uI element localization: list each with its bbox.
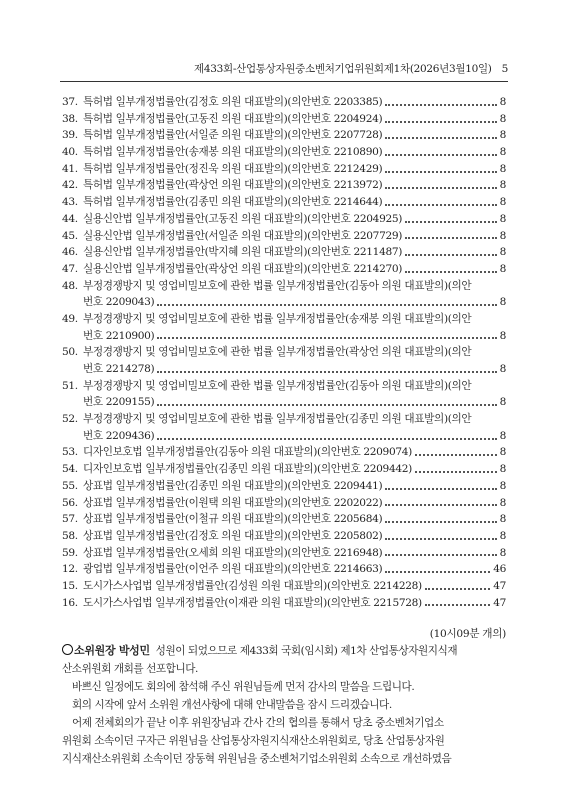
table-of-contents [62,94,506,611]
toc-entry-number: 38. [62,112,78,125]
toc-leader-dots [385,170,496,173]
toc-entry-title-continued: 번호 2209043) [83,296,155,309]
toc-leader-dots [385,537,496,540]
toc-entry-number: 52. [62,413,78,426]
toc-entry-continuation [62,428,506,445]
toc-entry-page: 8 [499,296,506,309]
toc-leader-dots [385,120,496,123]
toc-entry-page: 8 [499,446,506,459]
speech-text: 성원이 되었으므로 제433회 국회(임시회) 제1차 산업통상자원지식재 [155,645,458,657]
toc-entry [62,211,506,228]
toc-entry-title: 특허법 일부개정법률안(송재봉 의원 대표발의)(의안번호 2210890) [83,146,383,159]
header-title: 제433회-산업통상자원중소벤처기업위원회제1차(2026년3월10일) [194,63,492,75]
toc-entry-title-continued: 번호 2209436) [83,429,155,442]
toc-entry [62,244,506,261]
toc-entry-number: 42. [62,179,78,192]
toc-entry-page: 8 [499,429,506,442]
speech-line: 위원회 소속이던 구자근 위원님을 산업통상자원지식재산소위원회로, 당초 산업통상자원 [62,735,445,747]
speech-line: 지식재산소위원회 소속이던 장동혁 위원님을 중소벤처기업소위원회 소속으로 개선하였음 [62,753,452,765]
toc-leader-dots [405,270,497,273]
toc-entry-number: 43. [62,196,78,209]
toc-leader-dots [405,220,497,223]
toc-entry-number: 56. [62,496,78,509]
toc-entry-page: 8 [499,246,506,259]
toc-leader-dots [385,103,496,106]
toc-entry-number: 39. [62,129,78,142]
toc-entry-title: 특허법 일부개정법률안(김정호 의원 대표발의)(의안번호 2203385) [83,96,383,108]
toc-entry-number: 37. [62,96,78,108]
toc-entry-title: 도시가스사업법 일부개정법률안(이재관 의원 대표발의)(의안번호 2215728) [83,596,422,609]
toc-entry-page: 8 [499,162,506,175]
speech-line: 바쁘신 일정에도 회의에 참석해 주신 위원님들께 먼저 감사의 말씀을 드립니다. [72,681,415,693]
toc-leader-dots [385,570,490,573]
toc-entry [62,595,506,612]
toc-leader-dots [385,136,496,139]
toc-entry [62,261,506,278]
toc-entry [62,228,506,245]
toc-entry [62,144,506,161]
toc-entry-title: 상표법 일부개정법률안(이원택 의원 대표발의)(의안번호 2202022) [83,496,383,509]
toc-entry [62,111,506,128]
toc-leader-dots [425,587,490,590]
toc-entry-page: 8 [499,396,506,409]
toc-entry-title: 특허법 일부개정법률안(김종민 의원 대표발의)(의안번호 2214644) [83,196,383,209]
toc-entry-continuation [62,361,506,378]
toc-entry-page: 46 [493,563,506,576]
toc-entry [62,578,506,595]
toc-entry-number: 58. [62,529,78,542]
toc-entry [62,461,506,478]
toc-entry-page: 8 [499,96,506,108]
speech-line: 어제 전체회의가 끝난 이후 위원장님과 간사 간의 협의를 통해서 당초 중소벤처기업소 [72,717,444,729]
speaker-marker-icon [62,644,73,655]
toc-entry-number: 48. [62,279,78,292]
toc-entry-number: 40. [62,146,78,159]
toc-entry-title: 디자인보호법 일부개정법률안(김동아 의원 대표발의)(의안번호 2209074) [83,446,412,459]
toc-entry-continuation [62,394,506,411]
toc-entry [62,561,506,578]
toc-entry-number: 41. [62,162,78,175]
speaker-name: 소위원장 박성민 [74,644,150,657]
toc-entry-title: 상표법 일부개정법률안(김정호 의원 대표발의)(의안번호 2205802) [83,529,383,542]
toc-entry-page: 8 [499,262,506,275]
toc-entry-page: 8 [499,229,506,242]
toc-entry-page: 47 [493,579,506,592]
toc-entry-title: 광업법 일부개정법률안(이언주 의원 대표발의)(의안번호 2214663) [83,563,383,576]
toc-entry-number: 46. [62,246,78,259]
toc-entry-number: 44. [62,212,78,225]
toc-entry [62,161,506,178]
toc-leader-dots [157,437,496,440]
toc-entry-number: 54. [62,463,78,476]
toc-leader-dots [385,186,496,189]
toc-entry-page: 8 [499,463,506,476]
toc-leader-dots [385,203,496,206]
toc-entry-number: 49. [62,312,78,325]
header-page-number: 5 [501,63,508,75]
toc-leader-dots [385,487,496,490]
toc-entry [62,194,506,211]
toc-entry-title: 특허법 일부개정법률안(서일준 의원 대표발의)(의안번호 2207728) [83,129,383,142]
speech-line: 회의 시작에 앞서 소위원 개선사항에 대해 안내말씀을 잠시 드리겠습니다. [72,699,392,711]
toc-entry [62,495,506,512]
toc-leader-dots [157,370,496,373]
toc-entry [62,94,506,111]
toc-entry-title: 특허법 일부개정법률안(고동진 의원 대표발의)(의안번호 2204924) [83,112,383,125]
toc-entry-title-continued: 번호 2209155) [83,396,155,409]
toc-entry-title: 실용신안법 일부개정법률안(고동진 의원 대표발의)(의안번호 2204925) [83,212,403,225]
toc-entry-title: 부정경쟁방지 및 영업비밀보호에 관한 법률 일부개정법률안(김종민 의원 대표발의)(의안 [83,413,472,426]
toc-entry-title: 상표법 일부개정법률안(이철규 의원 대표발의)(의안번호 2205684) [83,513,383,526]
toc-leader-dots [385,553,496,556]
toc-entry-number: 51. [62,379,78,392]
toc-entry-page: 8 [499,363,506,375]
toc-entry-title-continued: 번호 2210900) [83,329,155,342]
toc-leader-dots [405,253,497,256]
toc-entry-page: 47 [493,596,506,609]
toc-entry [62,478,506,495]
toc-entry-title: 부정경쟁방지 및 영업비밀보호에 관한 법률 일부개정법률안(김동아 의원 대표발의)(의안 [83,279,472,292]
toc-entry-page: 8 [499,546,506,559]
session-time-note: (10시09분 개의) [429,628,506,640]
running-header [60,61,508,82]
toc-entry [62,344,506,361]
toc-entry-number: 16. [62,596,78,609]
toc-entry [62,411,506,428]
toc-leader-dots [157,336,496,339]
toc-entry-number: 53. [62,446,78,459]
toc-entry-continuation [62,294,506,311]
toc-entry-page: 8 [499,146,506,159]
toc-entry-page: 8 [499,112,506,125]
toc-leader-dots [385,153,496,156]
toc-entry-page: 8 [499,496,506,509]
toc-leader-dots [157,303,496,306]
toc-entry [62,378,506,395]
toc-entry-page: 8 [499,129,506,142]
toc-entry-title: 상표법 일부개정법률안(김종민 의원 대표발의)(의안번호 2209441) [83,479,383,492]
toc-entry-number: 50. [62,346,78,359]
toc-leader-dots [425,603,490,606]
toc-entry [62,511,506,528]
speech-line: 산소위원회 개회를 선포합니다. [62,663,198,675]
toc-entry-page: 8 [499,212,506,225]
speech-block [62,642,506,768]
toc-entry-continuation [62,328,506,345]
toc-entry-title: 부정경쟁방지 및 영업비밀보호에 관한 법률 일부개정법률안(곽상언 의원 대표발의)(의안 [83,346,472,359]
toc-entry-title: 디자인보호법 일부개정법률안(김종민 의원 대표발의)(의안번호 2209442) [83,463,412,476]
toc-entry-title: 특허법 일부개정법률안(곽상언 의원 대표발의)(의안번호 2213972) [83,179,383,192]
toc-leader-dots [405,236,497,239]
toc-entry-page: 8 [499,529,506,542]
toc-entry [62,444,506,461]
toc-entry-number: 15. [62,579,78,592]
toc-entry-number: 55. [62,479,78,492]
toc-entry-number: 12. [62,563,78,576]
toc-entry-page: 8 [499,196,506,209]
speech-line [62,642,506,660]
toc-entry-title-continued: 번호 2214278) [83,363,155,375]
toc-entry-page: 8 [499,179,506,192]
toc-entry-title: 실용신안법 일부개정법률안(곽상언 의원 대표발의)(의안번호 2214270) [83,262,403,275]
toc-entry-title: 부정경쟁방지 및 영업비밀보호에 관한 법률 일부개정법률안(송재봉 의원 대표발의)(의안 [83,312,472,325]
toc-entry [62,177,506,194]
toc-entry-number: 57. [62,513,78,526]
toc-entry-page: 8 [499,329,506,342]
toc-entry [62,278,506,295]
toc-entry [62,545,506,562]
toc-entry-page: 8 [499,479,506,492]
toc-entry-number: 47. [62,262,78,275]
toc-entry [62,311,506,328]
toc-leader-dots [385,503,496,506]
toc-entry-title: 도시가스사업법 일부개정법률안(김성원 의원 대표발의)(의안번호 2214228) [83,579,422,592]
toc-entry-page: 8 [499,513,506,526]
toc-entry-title: 부정경쟁방지 및 영업비밀보호에 관한 법률 일부개정법률안(김동아 의원 대표발의)(의안 [83,379,472,392]
toc-leader-dots [157,403,496,406]
toc-entry-title: 특허법 일부개정법률안(정진욱 의원 대표발의)(의안번호 2212429) [83,162,383,175]
toc-entry-title: 실용신안법 일부개정법률안(박지혜 의원 대표발의)(의안번호 2211487) [83,246,403,259]
toc-entry [62,528,506,545]
toc-entry-title: 실용신안법 일부개정법률안(서일준 의원 대표발의)(의안번호 2207729) [83,229,403,242]
toc-leader-dots [415,453,497,456]
toc-entry-title: 상표법 일부개정법률안(오세희 의원 대표발의)(의안번호 2216948) [83,546,383,559]
toc-entry [62,127,506,144]
toc-entry-number: 45. [62,229,78,242]
toc-leader-dots [415,470,497,473]
toc-leader-dots [385,520,496,523]
toc-entry-number: 59. [62,546,78,559]
